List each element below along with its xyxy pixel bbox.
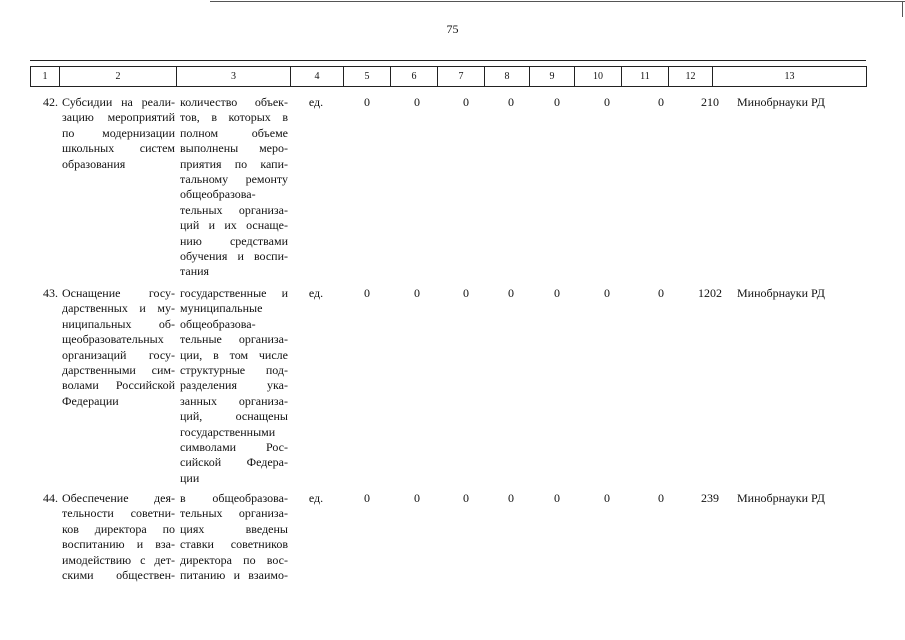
text-line: полном объеме <box>180 125 288 140</box>
text-line: скими обществен- <box>62 567 175 582</box>
value-cell: 0 <box>414 491 420 505</box>
text-line: ниципальных об- <box>62 316 175 331</box>
value-cell: 0 <box>604 95 610 109</box>
value-cell: 0 <box>554 95 560 109</box>
column-number: 3 <box>177 67 291 87</box>
text-line: тельных организа- <box>180 202 288 217</box>
text-line: школьных систем <box>62 141 175 156</box>
value-cell: 0 <box>364 491 370 505</box>
value-cell: 0 <box>508 491 514 505</box>
value-cell: 0 <box>508 286 514 300</box>
scan-right-edge <box>902 1 903 17</box>
text-line: государственные и <box>180 286 288 300</box>
text-line: циях введены <box>180 521 288 536</box>
column-number: 13 <box>713 67 867 87</box>
text-line: Субсидии на реали- <box>62 95 175 109</box>
text-line: дарственными сим- <box>62 362 175 377</box>
measure-name <box>62 95 175 172</box>
column-number: 12 <box>669 67 713 87</box>
text-line: ков директора по <box>62 521 175 536</box>
indicator-text <box>180 286 288 486</box>
measure-name <box>62 491 175 583</box>
text-line: обучения и воспи- <box>180 248 288 263</box>
text-line: тов, в которых в <box>180 110 288 125</box>
text-line: зацию мероприятий <box>62 110 175 125</box>
value-cell: 0 <box>463 491 469 505</box>
text-line: ции <box>180 470 200 485</box>
column-number: 11 <box>622 67 669 87</box>
text-line: директора по вос- <box>180 552 288 567</box>
text-line: разделения ука- <box>180 378 288 393</box>
text-line: щеобразовательных <box>62 332 164 347</box>
page-number: 75 <box>446 22 459 36</box>
value-cell: 239 <box>701 491 719 505</box>
row-number: 42. <box>43 95 58 109</box>
text-line: тельные организа- <box>180 332 288 347</box>
text-line: нию средствами <box>180 233 288 248</box>
column-number: 10 <box>575 67 622 87</box>
text-line: тельности советни- <box>62 506 175 521</box>
text-line: Обеспечение дея- <box>62 491 175 505</box>
value-cell: 0 <box>414 95 420 109</box>
text-line: воспитанию и вза- <box>62 537 175 552</box>
value-cell: 0 <box>604 286 610 300</box>
value-cell: 0 <box>463 95 469 109</box>
value-cell: 0 <box>463 286 469 300</box>
column-number: 6 <box>391 67 438 87</box>
value-cell: 0 <box>508 95 514 109</box>
text-line: количество объек- <box>180 95 288 109</box>
text-line: Федерации <box>62 393 119 408</box>
text-line: в общеобразова- <box>180 491 288 505</box>
value-cell: 1202 <box>698 286 722 300</box>
table-top-rule <box>30 60 866 61</box>
text-line: образования <box>62 156 126 171</box>
value-cell: 0 <box>364 286 370 300</box>
indicator-text <box>180 491 288 583</box>
text-line: символами Рос- <box>180 439 288 454</box>
text-line: занных организа- <box>180 393 288 408</box>
value-cell: 0 <box>658 95 664 109</box>
value-cell: 0 <box>554 286 560 300</box>
text-line: муниципальные <box>180 301 263 316</box>
column-number: 4 <box>291 67 344 87</box>
unit-cell: ед. <box>308 95 324 109</box>
value-cell: 0 <box>658 286 664 300</box>
column-number: 2 <box>60 67 177 87</box>
measure-name <box>62 286 175 409</box>
text-line: ставки советников <box>180 537 288 552</box>
value-cell: 0 <box>414 286 420 300</box>
column-number: 7 <box>438 67 485 87</box>
text-line: выполнены меро- <box>180 141 288 156</box>
text-line: организаций госу- <box>62 347 175 362</box>
column-number: 8 <box>485 67 530 87</box>
unit-cell: ед. <box>308 491 324 505</box>
text-line: общеобразова- <box>180 187 256 202</box>
row-number: 43. <box>43 286 58 300</box>
text-line: питанию и взаимо- <box>180 567 288 582</box>
text-line: приятия по капи- <box>180 156 288 171</box>
text-line: тельных организа- <box>180 506 288 521</box>
text-line: общеобразова- <box>180 316 256 331</box>
executor-cell: Минобрнауки РД <box>737 286 825 300</box>
text-line: имодействию с дет- <box>62 552 175 567</box>
scan-top-edge <box>210 1 905 2</box>
unit-cell: ед. <box>308 286 324 300</box>
column-number: 5 <box>344 67 391 87</box>
text-line: дарственных и му- <box>62 301 175 316</box>
value-cell: 0 <box>554 491 560 505</box>
executor-cell: Минобрнауки РД <box>737 95 825 109</box>
column-number: 1 <box>31 67 60 87</box>
text-line: сийской Федера- <box>180 455 288 470</box>
text-line: структурные под- <box>180 362 288 377</box>
text-line: волами Российской <box>62 378 175 393</box>
row-number: 44. <box>43 491 58 505</box>
text-line: Оснащение госу- <box>62 286 175 300</box>
text-line: тальному ремонту <box>180 171 288 186</box>
value-cell: 210 <box>701 95 719 109</box>
text-line: ций и их оснаще- <box>180 218 288 233</box>
text-line: ций, оснащены <box>180 409 288 424</box>
column-number: 9 <box>530 67 575 87</box>
text-line: по модернизации <box>62 125 175 140</box>
executor-cell: Минобрнауки РД <box>737 491 825 505</box>
text-line: тания <box>180 264 210 279</box>
value-cell: 0 <box>604 491 610 505</box>
text-line: ции, в том числе <box>180 347 288 362</box>
value-cell: 0 <box>658 491 664 505</box>
value-cell: 0 <box>364 95 370 109</box>
column-number-header <box>30 66 867 87</box>
indicator-text <box>180 95 288 280</box>
text-line: государственными <box>180 424 276 439</box>
